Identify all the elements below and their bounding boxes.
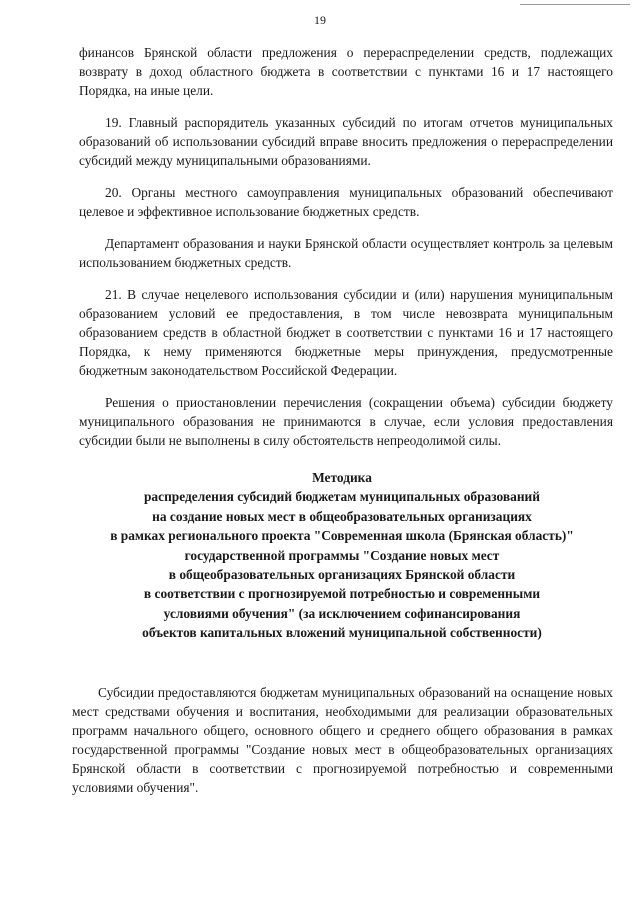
heading-line: на создание новых мест в общеобразовательных организациях <box>152 508 532 524</box>
paragraph-suspension: Решения о приостановлении перечисления (сокращении объема) субсидии бюджету муниципального образования не принимаются в случае, если условия предоставления субсидии были не выполнены в силу обстоятельств непреодолимой силы. <box>79 395 613 448</box>
heading-line: в рамках регионального проекта "Современная школа (Брянская область)" <box>110 528 574 544</box>
heading-line: в соответствии с прогнозируемой потребностью и современными <box>143 586 541 602</box>
heading-line: объектов капитальных вложений муниципальной собственности) <box>142 625 542 641</box>
methodology-heading <box>71 468 613 643</box>
heading-line: условиями обучения" (за исключением софинансирования <box>163 605 521 621</box>
page-number: 19 <box>314 13 326 27</box>
heading-line: государственной программы "Создание новых мест <box>184 547 500 563</box>
heading-line: в общеобразовательных организациях Брянской области <box>168 567 516 583</box>
paragraph-item-19: 19. Главный распорядитель указанных субсидий по итогам отчетов муниципальных образований об использовании субсидий вправе вносить предложения о перераспределении субсидий между муниципальными образованиями. <box>79 115 613 168</box>
heading-line: Методика <box>312 470 372 485</box>
top-edge-rule <box>520 4 630 5</box>
paragraph-subsidies: Субсидии предоставляются бюджетам муниципальных образований на оснащение новых мест средствами обучения и воспитания, необходимыми для реализации образовательных программ начального общего, основного общего и среднего общего образования в рамках государственной программы "Создание новых мест в общеобразовательных организациях Брянской области в соответствии с прогнозируемой потребностью и современными условиями обучения". <box>72 684 613 795</box>
paragraph-item-20: 20. Органы местного самоуправления муниципальных образований обеспечивают целевое и эффективное использование бюджетных средств. <box>79 185 613 219</box>
page-body <box>72 43 613 810</box>
paragraph-item-21: 21. В случае нецелевого использования субсидии и (или) нарушения муниципальным образованием условий ее предоставления, в том числе невозврата муниципальным образованием средств в областной бюджет в соответствии с пунктами 16 и 17 настоящего Порядка, к нему применяются бюджетные меры принуждения, предусмотренные бюджетным законодательством Российской Федерации. <box>79 287 613 378</box>
paragraph-control: Департамент образования и науки Брянской области осуществляет контроль за целевым использованием бюджетных средств. <box>79 236 613 270</box>
paragraph-continuation: финансов Брянской области предложения о перераспределении средств, подлежащих возврату в доход областного бюджета в соответствии с пунктами 16 и 17 настоящего Порядка, на иные цели. <box>79 45 613 98</box>
heading-line: распределения субсидий бюджетам муниципальных образований <box>143 489 540 505</box>
